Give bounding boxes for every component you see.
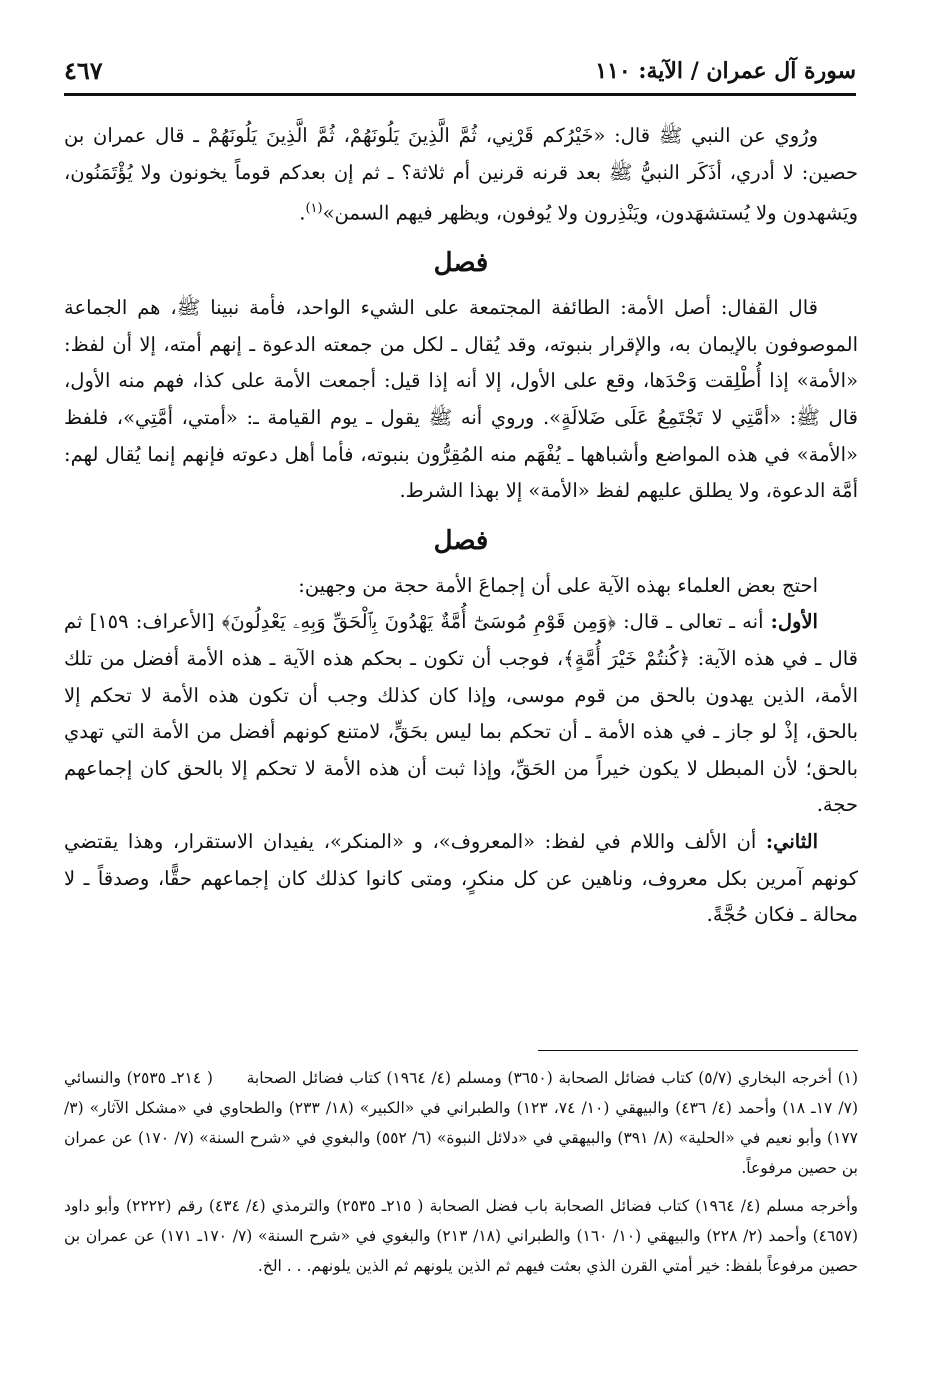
hadith-text: ورُوي عن النبي ﷺ قال: «خَيْرُكم قَرْنِي، ثُمَّ الَّذِينَ يَلُونَهُمْ، ثُمَّ الَّذِينَ يَلُونَهُمْ ـ قال عمران بن حصين: لا أدري، أذَكَر النبيُّ ﷺ بعد قرنه قرنين أم ثلاثة؟ ـ ثم إن بعدكم قوماً يخونون ولا يُؤْتَمَنُون، ويَشهدون ولا يُستشهَدون، ويَنْذِرون ولا يُوفون، ويظهر فيهم السمن» <box>64 124 858 225</box>
footnote-1-continued: ( ٢١٤ـ ٢٥٣٥) والنسائي (٧/ ١٧ـ ١٨) وأحمد (٤/ ٤٣٦) والبيهقي (١٠/ ٧٤، ١٢٣) والطبراني في «الكبير» (١٨/ ٢٣٣) والطحاوي في «مشكل الآثار» (٣/ ١٧٧) وأبو نعيم في «الحلية» (٨/ ٣٩١) والبيهقي في «دلائل النبوة» (٦/ ٥٥٢) والبغوي في «شرح السنة» (٧/ ١٧٠) عن عمران بن حصين مرفوعاً. <box>64 1069 859 1177</box>
second-label: الثاني: <box>765 830 818 853</box>
paragraph-second <box>64 824 858 934</box>
second-text: أن الألف واللام في لفظ: «المعروف»، و «المنكر»، يفيدان الاستقرار، وهذا يقتضي كونهم آمرين بكل معروف، وناهين عن كل منكرٍ، ومتى كانوا كذلك كان إجماعهم حقًّا، وصدقاً ـ لا محالة ـ فكان حُجَّةً. <box>64 830 858 927</box>
section-heading-1: فصل <box>433 248 489 279</box>
section-heading-2: فصل <box>433 525 489 556</box>
footnote-ref: (١) <box>305 201 323 217</box>
hadith-end: . <box>299 201 306 225</box>
footnote-1-text: (١) أخرجه البخاري (٥/٧) كتاب فضائل الصحابة (٣٦٥٠) ومسلم (٤/ ١٩٦٤) كتاب فضائل الصحابة <box>246 1069 859 1087</box>
footnote-rule <box>538 1050 858 1051</box>
paragraph-first <box>64 604 858 824</box>
main-text <box>64 118 858 934</box>
first-text: أنه ـ تعالى ـ قال: ﴿وَمِن قَوْمِ مُوسَىٰٓ أُمَّةٌ يَهْدُونَ بِٱلْحَقِّ وَبِهِۦ يَعْدِلُونَ﴾ [الأعراف: ١٥٩] ثم قال ـ في هذه الآية: ﴿كُنتُمْ خَيْرَ أُمَّةٍ﴾، فوجب أن تكون ـ بحكم هذه الآية ـ هذه الأمة أفضل من تلك الأمة، الذين يهدون بالحق من قوم موسى، وإذا كان كذلك وجب أن تكون هذه الأمة لا تحكم إلا بالحق، إذْ لو جاز ـ في هذه الأمة ـ أن تحكم بما ليس بحَقٍّ، لامتنع كونهم أفضل من الأمة التي تهدي بالحق؛ لأن المبطل لا يكون خيراً من الحَقِّ، وإذا ثبت أن هذه الأمة لا تحكم إلا بالحق كان إجماعهم حجة. <box>64 610 858 817</box>
footnotes <box>64 1050 858 1289</box>
paragraph-intro: احتج بعض العلماء بهذه الآية على أن إجماعَ الأمة حجة من وجهين: <box>298 573 818 597</box>
page-number: ٤٦٧ <box>64 56 103 85</box>
footnote-1 <box>64 1063 858 1183</box>
page-header <box>64 50 856 96</box>
header-rule <box>64 93 856 96</box>
first-label: الأول: <box>770 610 818 634</box>
paragraph-qaffal: قال القفال: أصل الأمة: الطائفة المجتمعة على الشيء الواحد، فأمة نبينا ﷺ، هم الجماعة الموصوفون بالإيمان به، والإقرار بنبوته، وقد يُقال ـ لكل من جمعته الدعوة ـ إنهم أمته، إلا أن لفظ: «الأمة» إذا أُطْلِقت وَحْدَها، وقع على الأول، إلا أنه إذا قيل: أجمعت الأمة على كذا، فهم منه الأول، قال ﷺ: «أمَّتِي لا تَجْتَمِعُ عَلَى ضَلالَةٍ». وروي أنه ﷺ يقول ـ يوم القيامة ـ: «أمتي، أمَّتِي»، فلفظ «الأمة» في هذه المواضع وأشباهها ـ يُفْهَم منه المُقِرُّون بنبوته، فأما أهل دعوته فإنهم إنما يُقال لهم: أمَّة الدعوة، ولا يطلق عليهم لفظ «الأمة» إلا بهذا الشرط. <box>64 296 858 503</box>
paragraph-hadith <box>64 118 858 232</box>
surah-reference: سورة آل عمران / الآية: ١١٠ <box>595 58 856 84</box>
footnote-2: وأخرجه مسلم (٤/ ١٩٦٤) كتاب فضائل الصحابة باب فضل الصحابة ( ٢١٥ـ ٢٥٣٥) والترمذي (٤/ ٤٣٤) رقم (٢٢٢٢) وأبو داود (٤٦٥٧) وأحمد (٢/ ٢٢٨) والبيهقي (١٠/ ١٦٠) والطبراني (١٨/ ٢١٣) والبغوي في «شرح السنة» (٧/ ١٧٠ـ ١٧١) عن عمران بن حصين مرفوعاً بلفظ: خير أمتي القرن الذي بعثت فيهم ثم الذين يلونهم ثم الذين يلونهم. . . الخ. <box>64 1197 859 1275</box>
